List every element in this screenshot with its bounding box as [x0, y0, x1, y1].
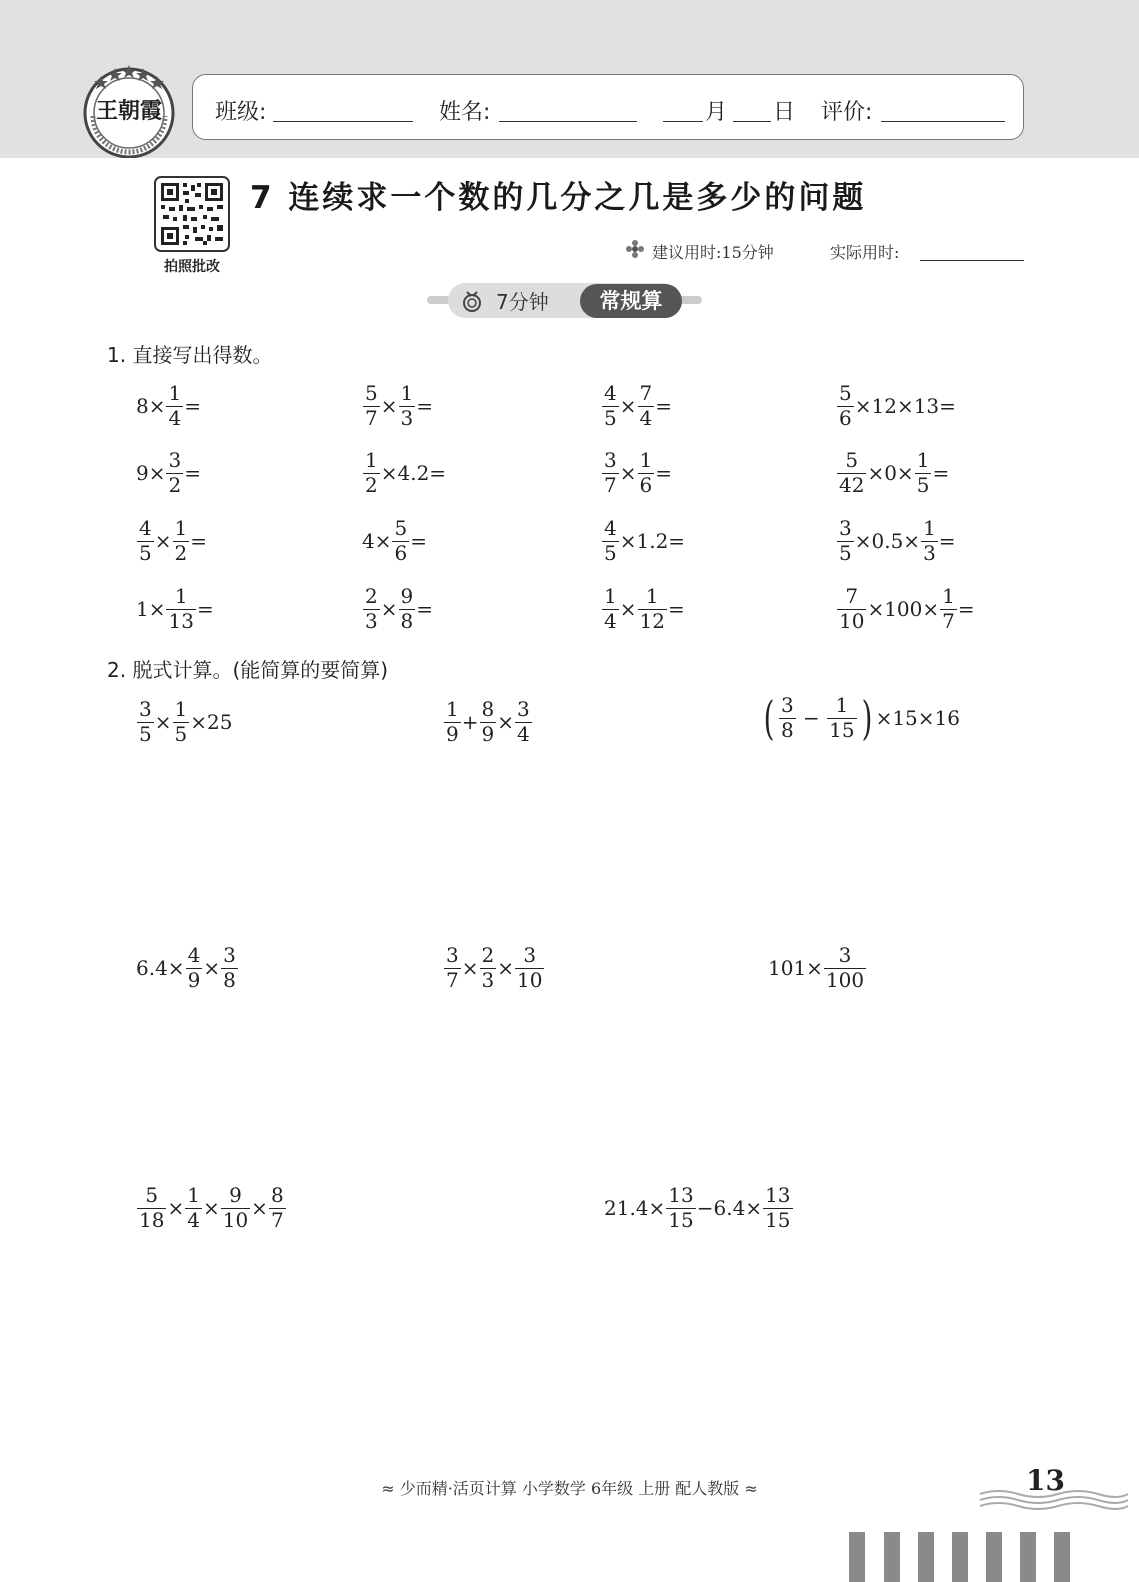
calc-item [136, 698, 232, 746]
denominator: 3 [481, 967, 495, 992]
operator-text: × [619, 394, 637, 419]
operator-text: × [497, 956, 514, 981]
denominator: 9 [446, 721, 459, 746]
numerator: 1 [174, 697, 188, 721]
numerator: 3 [223, 943, 236, 967]
fraction [399, 382, 416, 430]
denominator: 15 [829, 717, 855, 742]
fraction [173, 517, 190, 565]
fraction [363, 449, 380, 497]
rating-label: 评价: [821, 100, 873, 125]
fraction [602, 449, 619, 497]
operator-text: = [667, 597, 685, 622]
denominator: 3 [365, 608, 378, 633]
denominator: 5 [604, 540, 617, 565]
numerator: 3 [515, 944, 544, 969]
numerator: 5 [837, 449, 866, 474]
operator-text: = [655, 394, 672, 419]
denominator: 7 [270, 1207, 284, 1232]
mental-item [836, 517, 956, 565]
numerator: 4 [139, 516, 152, 540]
fraction [638, 449, 655, 497]
qr-caption: 拍照批改 [164, 259, 220, 275]
fraction [221, 1184, 250, 1232]
fraction [444, 944, 461, 992]
operator-text: = [932, 461, 950, 486]
operator-text: = [410, 529, 427, 554]
denominator: 15 [765, 1207, 791, 1232]
numerator: 1 [365, 448, 378, 472]
numerator: 1 [916, 448, 930, 472]
fraction [602, 517, 619, 565]
fraction [837, 382, 854, 430]
numerator: 1 [166, 585, 195, 610]
denominator: 3 [400, 405, 414, 430]
numerator: 5 [839, 381, 852, 405]
operator-text: = [655, 461, 672, 486]
day-label: 日 [773, 100, 796, 125]
numerator: 3 [168, 448, 182, 472]
fraction [480, 698, 497, 746]
denominator: 5 [604, 405, 617, 430]
numerator: 3 [824, 944, 866, 969]
name-input-line[interactable] [499, 121, 637, 122]
operator-text: = [957, 597, 975, 622]
numerator: 1 [604, 584, 617, 608]
denominator: 5 [839, 540, 852, 565]
footer [0, 1476, 1139, 1499]
fraction [166, 382, 183, 430]
operator-text: 1× [136, 597, 166, 622]
edge-strip [986, 1532, 1002, 1582]
operator-text: × [380, 597, 398, 622]
edge-strip [918, 1532, 934, 1582]
numerator: 3 [780, 693, 794, 717]
edge-strip [884, 1532, 900, 1582]
denominator: 8 [223, 967, 236, 992]
edge-strip [1020, 1532, 1036, 1582]
fraction [392, 517, 409, 565]
numerator: 8 [270, 1183, 284, 1207]
denominator: 10 [517, 967, 543, 992]
denominator: 5 [139, 721, 152, 746]
denominator: 10 [222, 1207, 249, 1232]
numerator: 5 [394, 516, 408, 540]
parenthesis: ) [861, 691, 872, 746]
operator-text: 101× [768, 956, 823, 981]
fraction [363, 585, 380, 633]
numerator: 8 [481, 697, 495, 721]
calc-item [768, 944, 867, 992]
mental-item [362, 585, 433, 633]
calc-item [136, 944, 239, 992]
denominator: 7 [365, 405, 378, 430]
denominator: 4 [639, 405, 653, 430]
denominator: 18 [139, 1207, 165, 1232]
fraction [363, 382, 380, 430]
operator-text: × [202, 1196, 220, 1221]
operator-text: ×15×16 [875, 706, 960, 731]
operator-text: ×12×13= [854, 394, 956, 419]
numerator: 7 [837, 585, 866, 610]
denominator: 8 [780, 717, 794, 742]
numerator: 5 [137, 1184, 166, 1209]
numerator: 9 [400, 584, 414, 608]
denominator: 6 [394, 540, 408, 565]
numerator: 1 [174, 516, 188, 540]
fraction [602, 382, 619, 430]
fraction [480, 944, 497, 992]
denominator: 7 [942, 608, 955, 633]
actual-time-label: 实际用时: [830, 243, 900, 262]
numerator: 3 [839, 516, 852, 540]
fraction [515, 944, 544, 992]
operator-text: × [154, 710, 172, 735]
fraction [602, 585, 619, 633]
mental-item [836, 449, 949, 497]
fraction [444, 698, 461, 746]
operator-text: = [416, 394, 433, 419]
fraction [269, 1184, 286, 1232]
month-label: 月 [705, 100, 728, 125]
fraction [827, 694, 856, 742]
flower-icon [626, 240, 644, 258]
denominator: 5 [174, 721, 188, 746]
wang-zhaoxia-logo [79, 58, 179, 158]
name-label: 姓名: [439, 100, 491, 125]
denominator: 15 [668, 1207, 694, 1232]
mental-item [362, 382, 433, 430]
numerator: 1 [168, 381, 182, 405]
mental-item [136, 517, 207, 565]
numerator: 4 [604, 381, 617, 405]
mental-item [136, 585, 214, 633]
denominator: 3 [923, 540, 936, 565]
mental-item [601, 517, 685, 565]
calc-item [604, 1184, 794, 1232]
operator-text: × [167, 1196, 185, 1221]
edge-strip [849, 1532, 865, 1582]
denominator: 7 [446, 967, 459, 992]
numerator: 1 [638, 585, 667, 610]
fraction [399, 585, 416, 633]
mental-item [601, 449, 672, 497]
fraction [779, 694, 796, 742]
denominator: 42 [839, 472, 865, 497]
fraction [137, 698, 154, 746]
denominator: 2 [174, 540, 188, 565]
calc-item [443, 698, 533, 746]
denominator: 9 [481, 721, 495, 746]
actual-time-input-line[interactable] [920, 260, 1024, 261]
operator-text: 9× [136, 461, 166, 486]
calc-item [760, 691, 960, 746]
denominator: 6 [839, 405, 852, 430]
numerator: 9 [221, 1184, 250, 1209]
numerator: 1 [923, 516, 936, 540]
operator-text: = [416, 597, 433, 622]
operator-text: × [380, 394, 398, 419]
qr-code-icon[interactable] [154, 176, 230, 252]
numerator: 7 [639, 381, 653, 405]
numerator: 13 [765, 1183, 791, 1207]
fraction [166, 449, 183, 497]
page-number: 13 [1026, 1464, 1065, 1497]
numerator: 5 [365, 381, 378, 405]
denominator: 4 [168, 405, 182, 430]
section-2-heading: 2. 脱式计算。(能简算的要简算) [107, 658, 389, 682]
edge-strip [1054, 1532, 1070, 1582]
calc-item [136, 1184, 287, 1232]
fraction [666, 1184, 695, 1232]
operator-text: − [796, 706, 827, 731]
denominator: 100 [825, 967, 865, 992]
numerator: 4 [187, 943, 201, 967]
denominator: 9 [187, 967, 201, 992]
edge-strip [952, 1532, 968, 1582]
operator-text: × [154, 529, 172, 554]
numerator: 3 [446, 943, 459, 967]
numerator: 2 [365, 584, 378, 608]
fraction [185, 1184, 202, 1232]
operator-text: −6.4× [696, 1196, 763, 1221]
rating-input-line[interactable] [881, 121, 1005, 122]
footer-text: 少而精·活页计算 小学数学 6年级 上册 配人教版 [399, 1479, 740, 1498]
numerator: 3 [139, 697, 152, 721]
operator-text: × [497, 710, 514, 735]
class-label: 班级: [215, 100, 267, 125]
mental-item [836, 585, 975, 633]
numerator: 1 [639, 448, 653, 472]
denominator: 12 [639, 608, 665, 633]
section-1-heading: 1. 直接写出得数。 [107, 343, 273, 367]
numerator: 1 [827, 694, 856, 719]
denominator: 4 [187, 1207, 200, 1232]
denominator: 10 [839, 608, 865, 633]
numerator: 3 [517, 697, 530, 721]
numerator: 3 [604, 448, 617, 472]
denominator: 5 [139, 540, 152, 565]
pill-tag: 常规算 [580, 284, 682, 318]
operator-text: × [461, 956, 479, 981]
operator-text: ×0.5× [854, 529, 921, 554]
mental-item [136, 449, 201, 497]
mental-item [836, 382, 956, 430]
logo-text: 王朝霞 [95, 98, 163, 124]
calc-item [443, 944, 545, 992]
mental-item [136, 382, 201, 430]
fraction [763, 1184, 792, 1232]
wave-icon: ≈ [381, 1479, 395, 1498]
numerator: 4 [604, 516, 617, 540]
denominator: 7 [604, 472, 617, 497]
operator-text: × [203, 956, 221, 981]
medal-icon [460, 289, 484, 313]
fraction [638, 585, 667, 633]
mental-item [362, 449, 446, 497]
denominator: 8 [400, 608, 414, 633]
fraction [638, 382, 655, 430]
operator-text: = [196, 597, 214, 622]
fraction [166, 585, 195, 633]
wave-icon: ≈ [744, 1479, 758, 1498]
fraction [915, 449, 932, 497]
denominator: 6 [639, 472, 653, 497]
day-input-line[interactable] [733, 121, 771, 122]
fraction [824, 944, 866, 992]
fraction [940, 585, 957, 633]
operator-text: ×0× [867, 461, 914, 486]
parenthesis: ( [763, 691, 775, 746]
denominator: 2 [168, 472, 182, 497]
mental-item [601, 585, 685, 633]
fraction [173, 698, 190, 746]
page-title: 7 连续求一个数的几分之几是多少的问题 [250, 180, 867, 216]
denominator: 2 [365, 472, 378, 497]
fraction [515, 698, 532, 746]
numerator: 1 [400, 381, 414, 405]
operator-text: 6.4× [136, 956, 185, 981]
numerator: 2 [481, 943, 495, 967]
fraction [837, 585, 866, 633]
operator-text: = [184, 394, 201, 419]
numerator: 1 [187, 1183, 200, 1207]
fraction [137, 1184, 166, 1232]
denominator: 4 [517, 721, 530, 746]
operator-text: + [461, 710, 479, 735]
mental-item [362, 517, 427, 565]
denominator: 5 [916, 472, 930, 497]
student-info-box [192, 74, 1024, 140]
operator-text: = [190, 529, 207, 554]
numerator: 1 [446, 697, 459, 721]
operator-text: ×100× [867, 597, 940, 622]
fraction [186, 944, 203, 992]
operator-text: = [938, 529, 956, 554]
operator-text: 21.4× [604, 1196, 666, 1221]
operator-text: × [619, 597, 637, 622]
fraction [137, 517, 154, 565]
operator-text: = [184, 461, 201, 486]
operator-text: ×4.2= [380, 461, 447, 486]
month-input-line[interactable] [663, 121, 703, 122]
operator-text: × [619, 461, 637, 486]
suggested-time: 建议用时:15分钟 [652, 243, 774, 262]
numerator: 1 [942, 584, 955, 608]
fraction [221, 944, 238, 992]
operator-text: ×25 [190, 710, 233, 735]
mental-item [601, 382, 672, 430]
class-input-line[interactable] [273, 121, 413, 122]
operator-text: 4× [362, 529, 392, 554]
fraction [921, 517, 938, 565]
operator-text: ×1.2= [619, 529, 686, 554]
operator-text: × [251, 1196, 268, 1221]
pill-time: 7分钟 [496, 290, 549, 314]
fraction [837, 449, 866, 497]
denominator: 13 [168, 608, 194, 633]
numerator: 13 [668, 1183, 694, 1207]
fraction [837, 517, 854, 565]
denominator: 4 [604, 608, 617, 633]
operator-text: 8× [136, 394, 166, 419]
